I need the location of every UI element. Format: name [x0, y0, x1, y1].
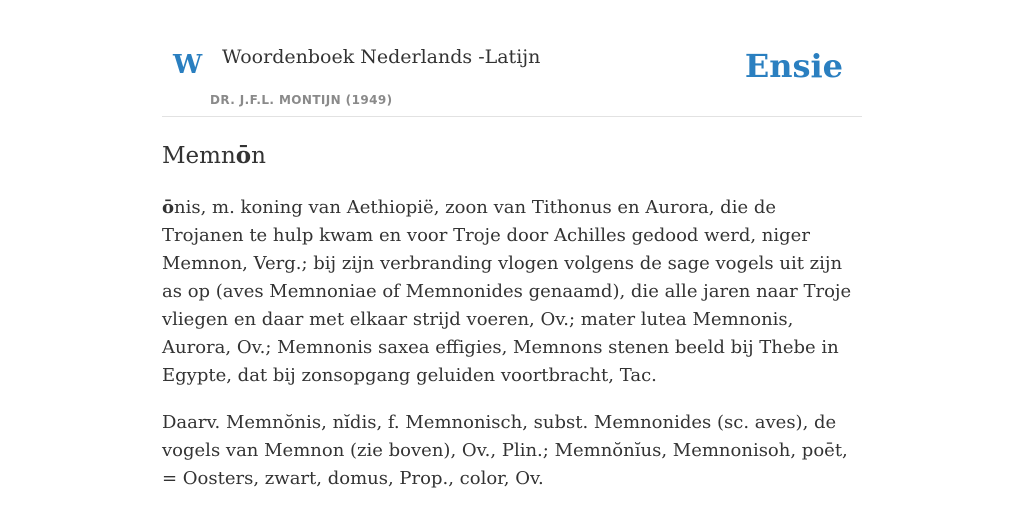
headword-long-vowel: ō — [235, 142, 252, 169]
entry-definition — [162, 194, 862, 390]
headword-suffix: n — [251, 143, 266, 169]
definition-long-vowel: ō — [162, 196, 175, 218]
headword-prefix: Memn — [162, 143, 236, 169]
content-container — [162, 0, 862, 493]
ensie-logo[interactable]: Ensie — [744, 47, 843, 85]
dictionary-header — [162, 0, 862, 117]
entry-headword — [162, 141, 862, 172]
definition-text: nis, m. koning van Aethiopië, zoon van Tithonus en Aurora, die de Trojanen te hulp kwam en voor Troje door Achilles gedood werd, niger Memnon, Verg.; bij zijn verbranding vlogen volgens de sage vogels uit zijn as op (aves Memnoniae of Memnonides genaamd), die alle jaren naar Troje vliegen en daar met elkaar strijd voeren, Ov.; mater lutea Memnonis, Aurora, Ov.; Memnonis saxea effigies, Memnons stenen beeld bij Thebe in Egypte, dat bij zonsopgang geluiden voortbracht, Tac. — [162, 196, 852, 386]
dictionary-logo[interactable]: W — [173, 50, 203, 80]
dictionary-title[interactable]: Woordenboek Nederlands -Latijn — [222, 46, 541, 68]
dictionary-author: DR. J.F.L. MONTIJN (1949) — [210, 93, 393, 107]
entry-derivatives: Daarv. Memnŏnis, nĭdis, f. Memnonisch, subst. Memnonides (sc. aves), de vogels van Memnon (zie boven), Ov., Plin.; Memnŏnĭus, Memnonisoh, poēt, = Oosters, zwart, domus, Prop., color, Ov. — [162, 411, 848, 489]
